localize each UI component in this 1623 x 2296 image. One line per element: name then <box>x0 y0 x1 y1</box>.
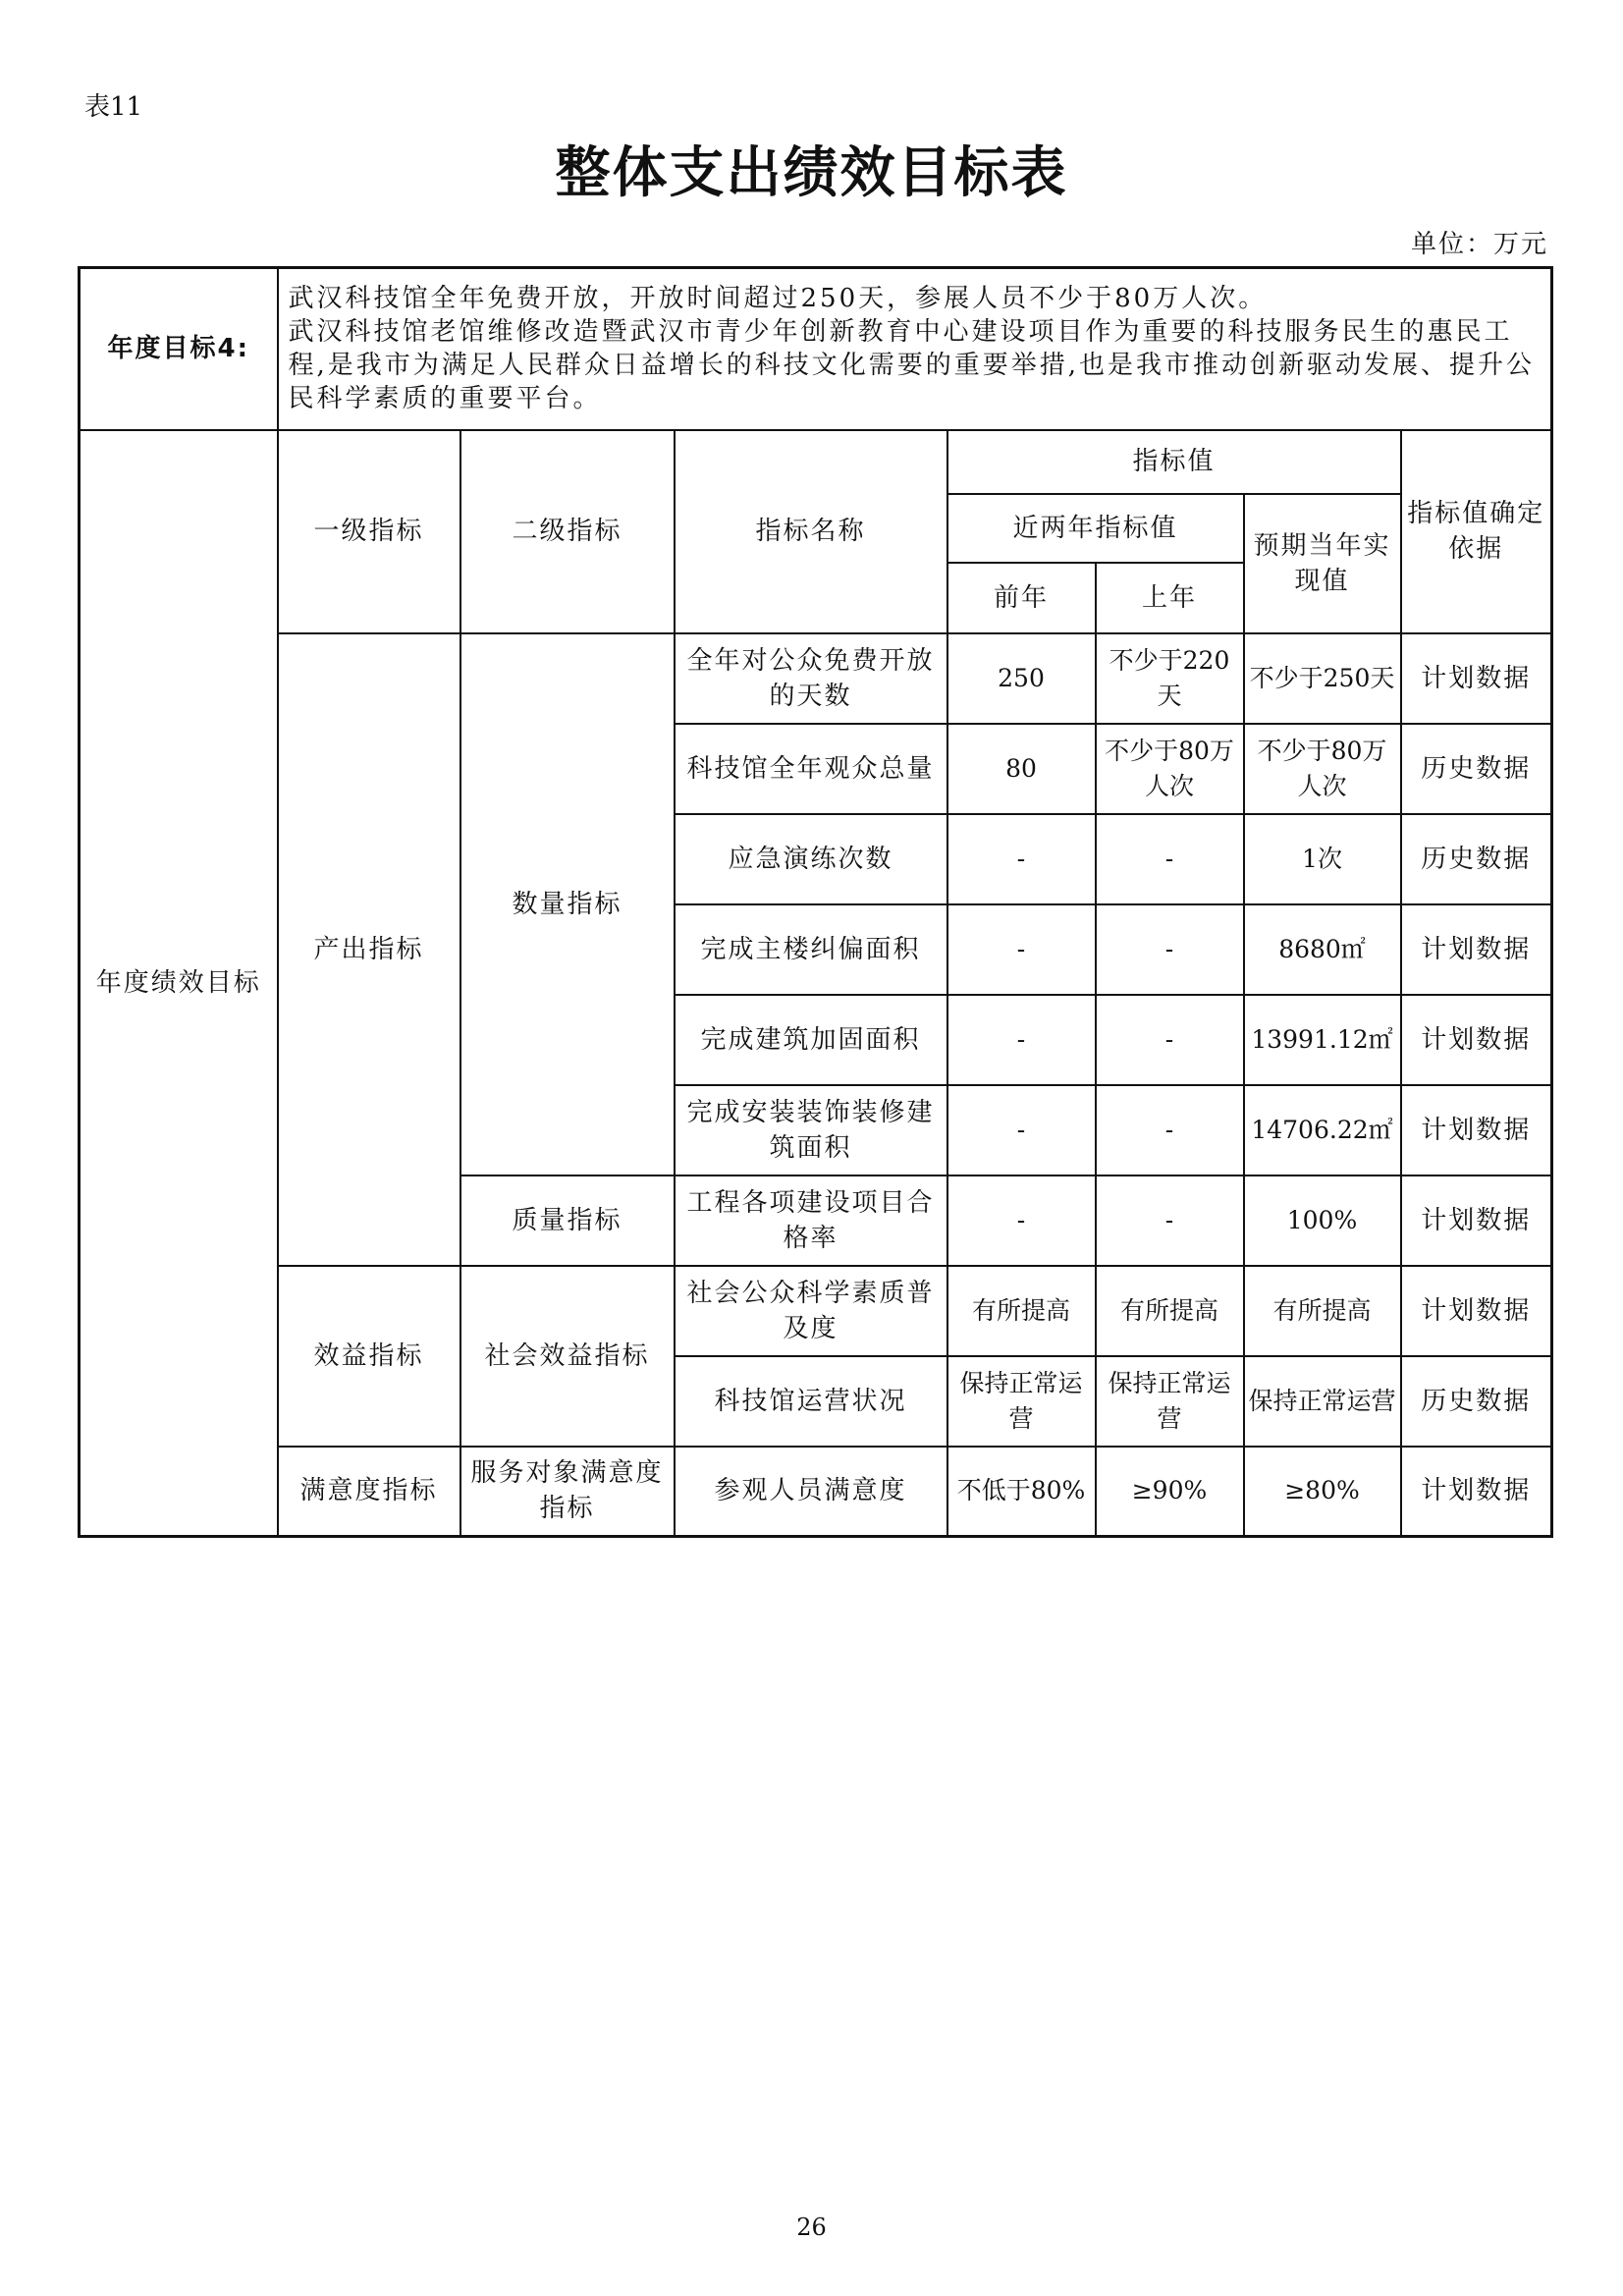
expected-value: 不少于250天 <box>1244 633 1401 724</box>
basis-value: 计划数据 <box>1401 1085 1552 1175</box>
header-basis: 指标值确定依据 <box>1401 430 1552 633</box>
basis-value: 计划数据 <box>1401 1266 1552 1356</box>
header-level2: 二级指标 <box>460 430 675 633</box>
indicator-name: 完成建筑加固面积 <box>675 995 947 1085</box>
prev-value: - <box>947 1085 1096 1175</box>
goal-text-line: 武汉科技馆老馆维修改造暨武汉市青少年创新教育中心建设项目作为重要的科技服务民生的惠民工程,是我市为满足人民群众日益增长的科技文化需要的重要举措,也是我市推动创新驱动发展、提升公民科学素质的重要平台。 <box>288 317 1536 414</box>
basis-value: 计划数据 <box>1401 1175 1552 1266</box>
basis-value: 计划数据 <box>1401 904 1552 995</box>
indicator-name: 参观人员满意度 <box>675 1447 947 1537</box>
goal-text <box>278 268 1552 430</box>
indicator-name: 社会公众科学素质普及度 <box>675 1266 947 1356</box>
indicator-name: 全年对公众免费开放的天数 <box>675 633 947 724</box>
indicator-name: 完成安装装饰装修建筑面积 <box>675 1085 947 1175</box>
prev-value: - <box>947 1175 1096 1266</box>
basis-value: 历史数据 <box>1401 1356 1552 1447</box>
prev-value: - <box>947 814 1096 904</box>
header-value: 指标值 <box>947 430 1401 494</box>
last-value: 保持正常运营 <box>1096 1356 1244 1447</box>
last-value: - <box>1096 814 1244 904</box>
prev-value: 有所提高 <box>947 1266 1096 1356</box>
prev-value: - <box>947 904 1096 995</box>
header-level1: 一级指标 <box>278 430 460 633</box>
group-output: 产出指标 <box>278 633 460 1266</box>
expected-value: 不少于80万人次 <box>1244 724 1401 814</box>
expected-value: 有所提高 <box>1244 1266 1401 1356</box>
basis-value: 计划数据 <box>1401 995 1552 1085</box>
prev-value: 80 <box>947 724 1096 814</box>
indicator-name: 工程各项建设项目合格率 <box>675 1175 947 1266</box>
expected-value: 13991.12㎡ <box>1244 995 1401 1085</box>
group-service: 服务对象满意度指标 <box>460 1447 675 1537</box>
performance-target-table <box>78 266 1553 1538</box>
goal-label: 年度目标4: <box>80 268 278 430</box>
header-recent: 近两年指标值 <box>947 494 1244 563</box>
expected-value: 保持正常运营 <box>1244 1356 1401 1447</box>
indicator-name: 应急演练次数 <box>675 814 947 904</box>
basis-value: 历史数据 <box>1401 814 1552 904</box>
prev-value: - <box>947 995 1096 1085</box>
table-row <box>80 1447 1552 1537</box>
group-quality: 质量指标 <box>460 1175 675 1266</box>
group-satisfaction: 满意度指标 <box>278 1447 460 1537</box>
goal-text-line: 武汉科技馆全年免费开放，开放时间超过250天，参展人员不少于80万人次。 <box>288 284 1268 314</box>
header-row <box>80 430 1552 494</box>
group-social: 社会效益指标 <box>460 1266 675 1447</box>
last-value: 不少于80万人次 <box>1096 724 1244 814</box>
basis-value: 计划数据 <box>1401 633 1552 724</box>
prev-value: 保持正常运营 <box>947 1356 1096 1447</box>
header-prev: 前年 <box>947 563 1096 633</box>
page-number: 26 <box>796 2214 827 2241</box>
last-value: 有所提高 <box>1096 1266 1244 1356</box>
basis-value: 计划数据 <box>1401 1447 1552 1537</box>
basis-value: 历史数据 <box>1401 724 1552 814</box>
last-value: - <box>1096 904 1244 995</box>
table-number: 表11 <box>84 92 143 122</box>
last-value: - <box>1096 1085 1244 1175</box>
page-title: 整体支出绩效目标表 <box>555 140 1068 205</box>
indicator-name: 科技馆全年观众总量 <box>675 724 947 814</box>
prev-value: 250 <box>947 633 1096 724</box>
expected-value: ≥80% <box>1244 1447 1401 1537</box>
group-quantity: 数量指标 <box>460 633 675 1175</box>
header-expected: 预期当年实现值 <box>1244 494 1401 633</box>
last-value: - <box>1096 995 1244 1085</box>
header-last: 上年 <box>1096 563 1244 633</box>
expected-value: 1次 <box>1244 814 1401 904</box>
header-name: 指标名称 <box>675 430 947 633</box>
prev-value: 不低于80% <box>947 1447 1096 1537</box>
expected-value: 14706.22㎡ <box>1244 1085 1401 1175</box>
expected-value: 100% <box>1244 1175 1401 1266</box>
goal-row <box>80 268 1552 430</box>
indicator-name: 完成主楼纠偏面积 <box>675 904 947 995</box>
last-value: 不少于220天 <box>1096 633 1244 724</box>
indicator-name: 科技馆运营状况 <box>675 1356 947 1447</box>
last-value: - <box>1096 1175 1244 1266</box>
section-label: 年度绩效目标 <box>80 430 278 1537</box>
unit-label: 单位：万元 <box>1410 230 1548 259</box>
expected-value: 8680㎡ <box>1244 904 1401 995</box>
table-row <box>80 633 1552 724</box>
last-value: ≥90% <box>1096 1447 1244 1537</box>
group-benefit: 效益指标 <box>278 1266 460 1447</box>
table-row <box>80 1266 1552 1356</box>
